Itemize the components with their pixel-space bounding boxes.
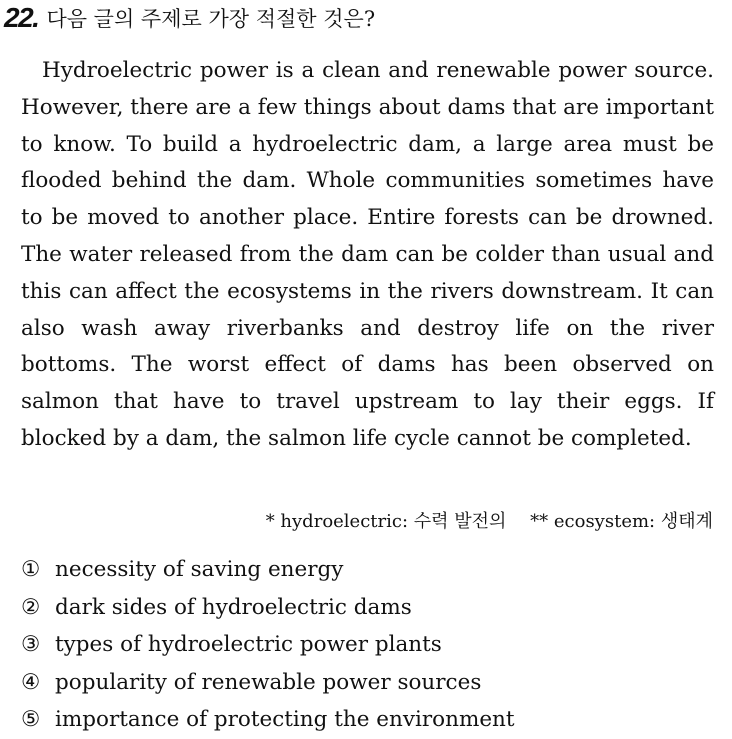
passage-text: Hydroelectric power is a clean and renewable power source. However, there are a few things about dams that are important to know. To build a hydroelectric dam, a large area must be flooded behind the dam. Whole communities sometimes have to be moved to another place. Entire forests can be drowned. The water released from the dam can be colder than usual and this can affect the ecosystems in the rivers downstream. It can also wash away riverbanks and destroy life on the river bottoms. The worst effect of dams has been observed on salmon that have to travel upstream to lay their eggs. If blocked by a dam, the salmon life cycle cannot be completed. [21,58,714,451]
answer-option-4[interactable] [21,664,515,702]
option-marker: ⑤ [21,707,41,732]
footnotes [266,507,713,533]
option-text: importance of protecting the environment [55,707,515,732]
option-marker: ③ [21,632,41,657]
option-marker: ② [21,594,41,620]
answer-option-3[interactable] [21,626,515,664]
option-text: popularity of renewable power sources [55,669,482,695]
answer-option-5[interactable] [21,701,515,739]
option-text: types of hydroelectric power plants [55,632,442,657]
question-header [4,2,375,34]
footnote-hydroelectric: * hydroelectric: 수력 발전의 [265,511,507,532]
footnote-ecosystem: ** ecosystem: 생태계 [530,511,713,532]
question-number: 22. [4,2,39,33]
option-marker: ① [21,557,41,582]
answer-option-1[interactable] [21,551,515,589]
answer-option-2[interactable] [21,589,515,627]
option-text: dark sides of hydroelectric dams [55,594,412,620]
option-text: necessity of saving energy [55,557,344,582]
option-marker: ④ [21,669,41,695]
question-prompt: 다음 글의 주제로 가장 적절한 것은? [46,7,376,31]
answer-options [21,551,515,739]
